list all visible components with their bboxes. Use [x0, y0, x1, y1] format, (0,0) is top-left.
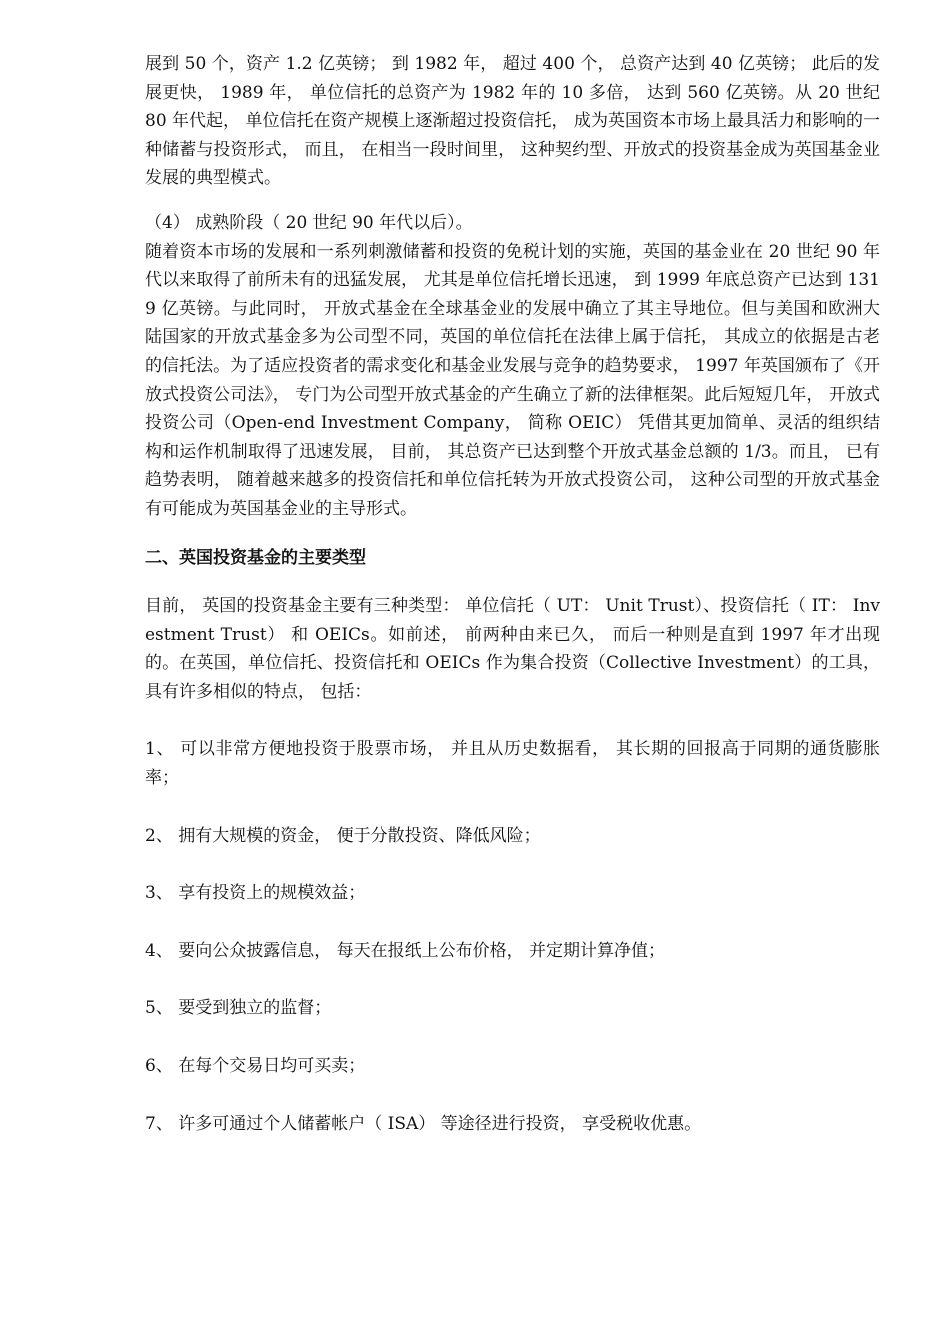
spacer — [145, 193, 880, 209]
list-item-feature-7: 7、 许多可通过个人储蓄帐户（ ISA） 等途径进行投资， 享受税收优惠。 — [145, 1113, 702, 1134]
paragraph-fund-types: 目前， 英国的投资基金主要有三种类型： 单位信托（ UT： Unit Trust）、投资信托（ IT： Investment Trust） 和 OEICs。如前述， 前两种由来已久， 而后一种则是直到 1997 年才出现的。在英国，单位信托、投资信托和 OEICs 作为集合投资（Collective Investment）的工具， 具有许多相似的特点， 包括： — [145, 596, 880, 702]
list-item-feature-6: 6、 在每个交易日均可买卖； — [145, 1056, 366, 1077]
list-item-feature-2: 2、 拥有大规模的资金， 便于分散投资、降低风险； — [145, 825, 541, 846]
stage-4-title: （4） 成熟阶段（ 20 世纪 90 年代以后）。 — [145, 212, 473, 233]
section-heading-fund-types: 二、英国投资基金的主要类型 — [145, 547, 366, 568]
list-item-feature-4: 4、 要向公众披露信息， 每天在报纸上公布价格， 并定期计算净值； — [145, 940, 666, 961]
spacer — [145, 524, 880, 544]
feature-list — [145, 735, 880, 1138]
list-item-feature-3: 3、 享有投资上的规模效益； — [145, 883, 366, 904]
list-item-feature-5: 5、 要受到独立的监督； — [145, 998, 332, 1019]
list-item-feature-1: 1、 可以非常方便地投资于股票市场， 并且从历史数据看， 其长期的回报高于同期的通货膨胀率； — [145, 739, 880, 789]
document-page — [145, 50, 880, 1138]
spacer — [145, 706, 880, 735]
paragraph-mature-stage: 随着资本市场的发展和一系列刺激储蓄和投资的免税计划的实施，英国的基金业在 20 世纪 90 年代以来取得了前所未有的迅猛发展， 尤其是单位信托增长迅速， 到 1999 年底总资产已达到 1319 亿英镑。与此同时， 开放式基金在全球基金业的发展中确立了其主导地位。但与美国和欧洲大陆国家的开放式基金多为公司型不同，英国的单位信托在法律上属于信托， 其成立的依据是古老的信托法。为了适应投资者的需求变化和基金业发展与竞争的趋势要求， 1997 年英国颁布了《开放式投资公司法》， 专门为公司型开放式基金的产生确立了新的法律框架。此后短短几年， 开放式投资公司（Open-end Investment Company， 简称 OEIC） 凭借其更加简单、灵活的组织结构和运作机制取得了迅速发展， 目前， 其总资产已达到整个开放式基金总额的 1/3。而且， 已有趋势表明， 随着越来越多的投资信托和单位信托转为开放式投资公司， 这种公司型的开放式基金有可能成为英国基金业的主导形式。 — [145, 241, 880, 519]
spacer — [145, 572, 880, 592]
paragraph-growth: 展到 50 个，资产 1.2 亿英镑； 到 1982 年， 超过 400 个， 总资产达到 40 亿英镑； 此后的发展更快， 1989 年， 单位信托的总资产为 1982 年的 10 多倍， 达到 560 亿英镑。从 20 世纪 80 年代起， 单位信托在资产规模上逐渐超过投资信托， 成为英国资本市场上最具活力和影响的一种储蓄与投资形式， 而且， 在相当一段时间里， 这种契约型、开放式的投资基金成为英国基金业发展的典型模式。 — [145, 54, 880, 189]
